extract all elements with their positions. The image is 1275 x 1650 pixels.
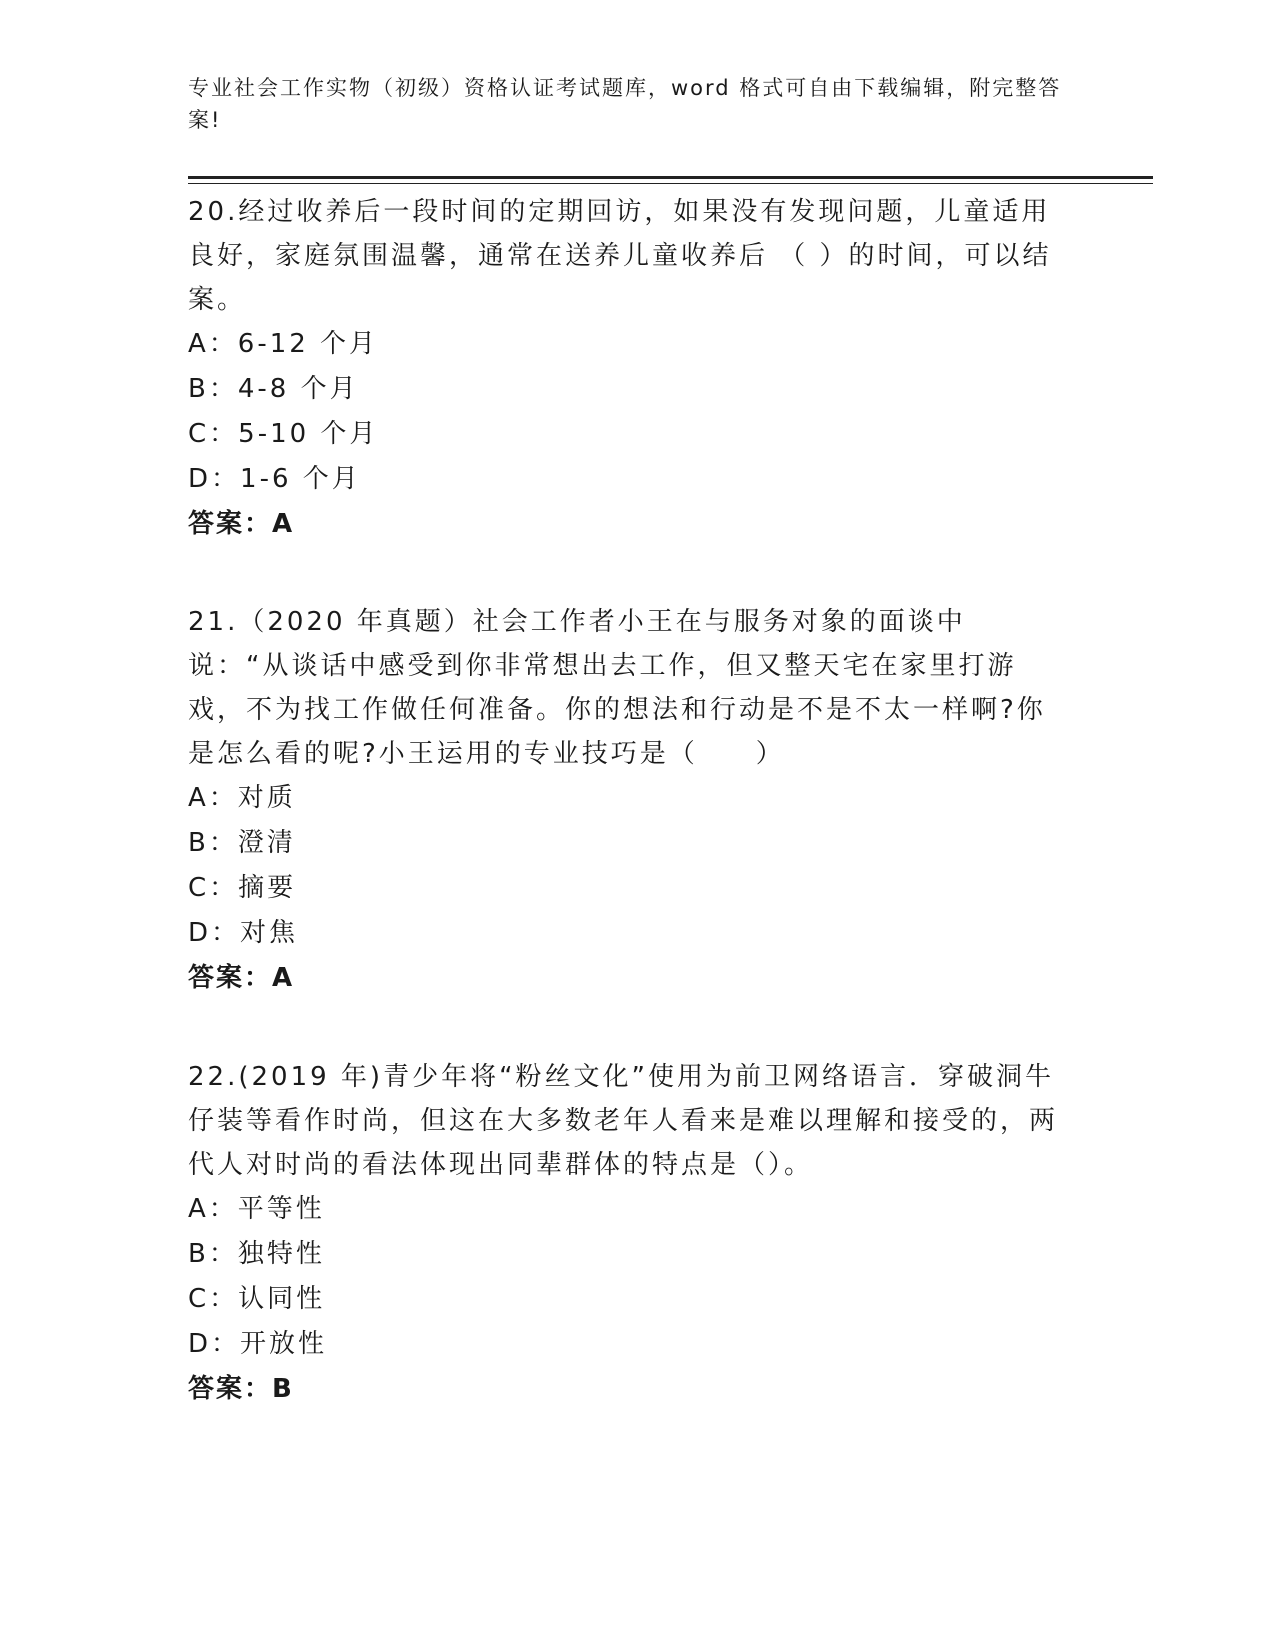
page-header: 专业社会工作实物（初级）资格认证考试题库，word 格式可自由下载编辑，附完整答案! <box>188 76 1062 132</box>
answer: 答案：A <box>188 963 295 993</box>
question-stem: 20.经过收养后一段时间的定期回访，如果没有发现问题，儿童适用良好，家庭氛围温馨，通常在送养儿童收养后 （ ）的时间，可以结案。 <box>188 197 1052 315</box>
option-b: B：4-8 个月 <box>188 374 359 404</box>
question-stem: 22.(2019 年)青少年将“粉丝文化”使用为前卫网络语言．穿破洞牛仔装等看作时尚，但这在大多数老年人看来是难以理解和接受的，两代人对时尚的看法体现出同辈群体的特点是（）。 <box>188 1062 1059 1180</box>
question-21 <box>188 600 1068 1001</box>
option-d: D：1-6 个月 <box>188 464 361 494</box>
header-divider-thick <box>188 176 1153 179</box>
option-a: A：平等性 <box>188 1194 325 1224</box>
option-d: D：开放性 <box>188 1329 328 1359</box>
option-c: C：认同性 <box>188 1284 326 1314</box>
option-d: D：对焦 <box>188 918 299 948</box>
answer: 答案：A <box>188 509 295 539</box>
question-stem: 21.（2020 年真题）社会工作者小王在与服务对象的面谈中说：“从谈话中感受到你非常想出去工作，但又整天宅在家里打游戏，不为找工作做任何准备。你的想法和行动是不是不太一样啊?你是怎么看的呢?小王运用的专业技巧是（ ） <box>188 607 1046 769</box>
option-a: A：6-12 个月 <box>188 329 379 359</box>
option-a: A：对质 <box>188 783 296 813</box>
question-20 <box>188 190 1068 547</box>
option-b: B：独特性 <box>188 1239 325 1269</box>
answer: 答案：B <box>188 1374 294 1404</box>
option-c: C：摘要 <box>188 873 297 903</box>
option-b: B：澄清 <box>188 828 296 858</box>
question-22 <box>188 1055 1068 1412</box>
header-divider-thin <box>188 183 1153 184</box>
option-c: C：5-10 个月 <box>188 419 379 449</box>
